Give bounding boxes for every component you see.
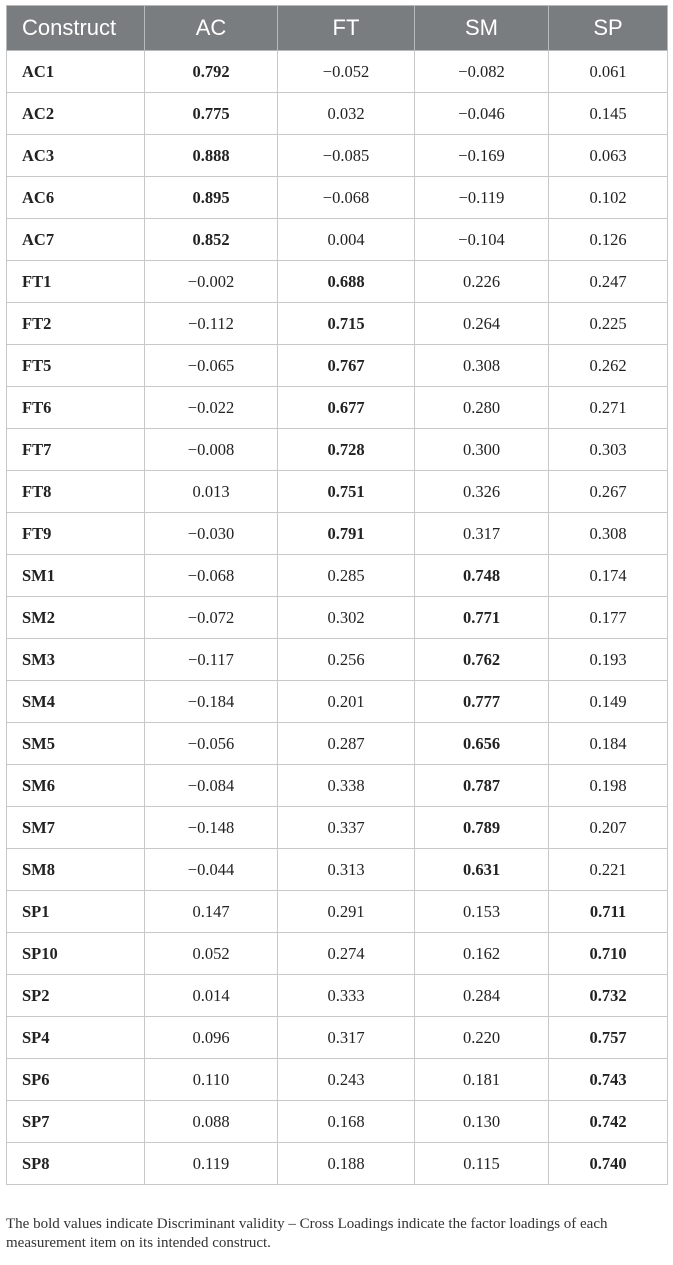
loading-cell: 0.174 bbox=[549, 555, 668, 597]
row-item-label: SM1 bbox=[7, 555, 145, 597]
row-item-label: AC1 bbox=[7, 51, 145, 93]
row-item-label: AC6 bbox=[7, 177, 145, 219]
loading-cell: 0.656 bbox=[415, 723, 549, 765]
row-item-label: AC7 bbox=[7, 219, 145, 261]
table-body bbox=[7, 51, 668, 1185]
loading-cell: 0.168 bbox=[278, 1101, 415, 1143]
table-row bbox=[7, 429, 668, 471]
loading-cell: 0.063 bbox=[549, 135, 668, 177]
row-item-label: FT5 bbox=[7, 345, 145, 387]
loading-cell: −0.030 bbox=[145, 513, 278, 555]
loading-cell: 0.247 bbox=[549, 261, 668, 303]
header-sp: SP bbox=[549, 6, 668, 51]
loading-cell: 0.740 bbox=[549, 1143, 668, 1185]
loading-cell: 0.317 bbox=[278, 1017, 415, 1059]
loading-cell: 0.338 bbox=[278, 765, 415, 807]
loading-cell: 0.119 bbox=[145, 1143, 278, 1185]
loading-cell: 0.201 bbox=[278, 681, 415, 723]
loading-cell: 0.014 bbox=[145, 975, 278, 1017]
row-item-label: FT6 bbox=[7, 387, 145, 429]
loading-cell: −0.112 bbox=[145, 303, 278, 345]
loading-cell: 0.300 bbox=[415, 429, 549, 471]
cross-loadings-table bbox=[6, 5, 668, 1185]
loading-cell: 0.102 bbox=[549, 177, 668, 219]
table-row bbox=[7, 849, 668, 891]
loading-cell: 0.317 bbox=[415, 513, 549, 555]
loading-cell: 0.677 bbox=[278, 387, 415, 429]
loading-cell: 0.284 bbox=[415, 975, 549, 1017]
table-row bbox=[7, 387, 668, 429]
row-item-label: FT1 bbox=[7, 261, 145, 303]
loading-cell: 0.256 bbox=[278, 639, 415, 681]
table-row bbox=[7, 1017, 668, 1059]
loading-cell: 0.262 bbox=[549, 345, 668, 387]
loading-cell: 0.715 bbox=[278, 303, 415, 345]
loading-cell: −0.072 bbox=[145, 597, 278, 639]
table-row bbox=[7, 1059, 668, 1101]
loading-cell: 0.126 bbox=[549, 219, 668, 261]
loading-cell: 0.757 bbox=[549, 1017, 668, 1059]
loading-cell: −0.169 bbox=[415, 135, 549, 177]
row-item-label: SM8 bbox=[7, 849, 145, 891]
loading-cell: −0.008 bbox=[145, 429, 278, 471]
loading-cell: 0.308 bbox=[415, 345, 549, 387]
row-item-label: SP1 bbox=[7, 891, 145, 933]
row-item-label: FT9 bbox=[7, 513, 145, 555]
table-row bbox=[7, 1101, 668, 1143]
row-item-label: SP7 bbox=[7, 1101, 145, 1143]
loading-cell: 0.742 bbox=[549, 1101, 668, 1143]
loading-cell: 0.264 bbox=[415, 303, 549, 345]
loading-cell: 0.271 bbox=[549, 387, 668, 429]
loading-cell: −0.119 bbox=[415, 177, 549, 219]
loading-cell: 0.052 bbox=[145, 933, 278, 975]
loading-cell: 0.688 bbox=[278, 261, 415, 303]
loading-cell: 0.326 bbox=[415, 471, 549, 513]
loading-cell: 0.631 bbox=[415, 849, 549, 891]
loading-cell: 0.852 bbox=[145, 219, 278, 261]
table-row bbox=[7, 975, 668, 1017]
loading-cell: 0.762 bbox=[415, 639, 549, 681]
loading-cell: 0.791 bbox=[278, 513, 415, 555]
loading-cell: 0.013 bbox=[145, 471, 278, 513]
table-row bbox=[7, 891, 668, 933]
loading-cell: 0.130 bbox=[415, 1101, 549, 1143]
loading-cell: 0.728 bbox=[278, 429, 415, 471]
loading-cell: 0.193 bbox=[549, 639, 668, 681]
header-row bbox=[7, 6, 668, 51]
loading-cell: 0.303 bbox=[549, 429, 668, 471]
row-item-label: FT2 bbox=[7, 303, 145, 345]
loading-cell: 0.337 bbox=[278, 807, 415, 849]
table-row bbox=[7, 135, 668, 177]
loading-cell: 0.188 bbox=[278, 1143, 415, 1185]
header-sm: SM bbox=[415, 6, 549, 51]
table-row bbox=[7, 681, 668, 723]
loading-cell: 0.291 bbox=[278, 891, 415, 933]
loading-cell: 0.115 bbox=[415, 1143, 549, 1185]
loading-cell: −0.068 bbox=[145, 555, 278, 597]
loading-cell: −0.002 bbox=[145, 261, 278, 303]
loading-cell: 0.198 bbox=[549, 765, 668, 807]
loading-cell: 0.751 bbox=[278, 471, 415, 513]
loading-cell: 0.771 bbox=[415, 597, 549, 639]
table-row bbox=[7, 597, 668, 639]
table-row bbox=[7, 177, 668, 219]
row-item-label: SM5 bbox=[7, 723, 145, 765]
loading-cell: −0.044 bbox=[145, 849, 278, 891]
loading-cell: 0.792 bbox=[145, 51, 278, 93]
row-item-label: SM6 bbox=[7, 765, 145, 807]
loading-cell: 0.004 bbox=[278, 219, 415, 261]
loading-cell: 0.110 bbox=[145, 1059, 278, 1101]
table-row bbox=[7, 513, 668, 555]
loading-cell: 0.267 bbox=[549, 471, 668, 513]
loading-cell: 0.225 bbox=[549, 303, 668, 345]
loading-cell: 0.732 bbox=[549, 975, 668, 1017]
header-ac: AC bbox=[145, 6, 278, 51]
loading-cell: 0.220 bbox=[415, 1017, 549, 1059]
loading-cell: 0.061 bbox=[549, 51, 668, 93]
table-row bbox=[7, 303, 668, 345]
loading-cell: 0.777 bbox=[415, 681, 549, 723]
table-row bbox=[7, 933, 668, 975]
loading-cell: 0.302 bbox=[278, 597, 415, 639]
loading-cell: 0.243 bbox=[278, 1059, 415, 1101]
loading-cell: 0.895 bbox=[145, 177, 278, 219]
row-item-label: SM4 bbox=[7, 681, 145, 723]
loading-cell: 0.032 bbox=[278, 93, 415, 135]
row-item-label: SM3 bbox=[7, 639, 145, 681]
table-row bbox=[7, 555, 668, 597]
loading-cell: 0.177 bbox=[549, 597, 668, 639]
loading-cell: 0.088 bbox=[145, 1101, 278, 1143]
row-item-label: SM7 bbox=[7, 807, 145, 849]
table-row bbox=[7, 639, 668, 681]
loading-cell: 0.787 bbox=[415, 765, 549, 807]
row-item-label: SP8 bbox=[7, 1143, 145, 1185]
loading-cell: 0.789 bbox=[415, 807, 549, 849]
table-row bbox=[7, 1143, 668, 1185]
table-row bbox=[7, 51, 668, 93]
row-item-label: SM2 bbox=[7, 597, 145, 639]
header-construct: Construct bbox=[7, 6, 145, 51]
header-ft: FT bbox=[278, 6, 415, 51]
loading-cell: 0.207 bbox=[549, 807, 668, 849]
row-item-label: SP10 bbox=[7, 933, 145, 975]
loading-cell: −0.068 bbox=[278, 177, 415, 219]
loading-cell: 0.181 bbox=[415, 1059, 549, 1101]
loading-cell: 0.767 bbox=[278, 345, 415, 387]
loading-cell: 0.313 bbox=[278, 849, 415, 891]
loading-cell: 0.308 bbox=[549, 513, 668, 555]
loading-cell: −0.052 bbox=[278, 51, 415, 93]
loading-cell: 0.226 bbox=[415, 261, 549, 303]
loading-cell: −0.184 bbox=[145, 681, 278, 723]
table-footnote: The bold values indicate Discriminant validity – Cross Loadings indicate the factor loadings of each measurement item on its intended construct. bbox=[6, 1216, 608, 1251]
loading-cell: 0.145 bbox=[549, 93, 668, 135]
loading-cell: −0.104 bbox=[415, 219, 549, 261]
row-item-label: FT7 bbox=[7, 429, 145, 471]
loading-cell: 0.280 bbox=[415, 387, 549, 429]
table-row bbox=[7, 345, 668, 387]
loading-cell: 0.287 bbox=[278, 723, 415, 765]
loading-cell: −0.117 bbox=[145, 639, 278, 681]
loading-cell: 0.274 bbox=[278, 933, 415, 975]
row-item-label: AC3 bbox=[7, 135, 145, 177]
row-item-label: SP4 bbox=[7, 1017, 145, 1059]
row-item-label: SP6 bbox=[7, 1059, 145, 1101]
table-row bbox=[7, 261, 668, 303]
loading-cell: 0.285 bbox=[278, 555, 415, 597]
loading-cell: −0.084 bbox=[145, 765, 278, 807]
loading-cell: −0.148 bbox=[145, 807, 278, 849]
loading-cell: 0.184 bbox=[549, 723, 668, 765]
loading-cell: 0.153 bbox=[415, 891, 549, 933]
table-row bbox=[7, 765, 668, 807]
table-row bbox=[7, 807, 668, 849]
loading-cell: −0.082 bbox=[415, 51, 549, 93]
loading-cell: 0.147 bbox=[145, 891, 278, 933]
loading-cell: 0.096 bbox=[145, 1017, 278, 1059]
table-row bbox=[7, 219, 668, 261]
loading-cell: −0.085 bbox=[278, 135, 415, 177]
row-item-label: FT8 bbox=[7, 471, 145, 513]
table-row bbox=[7, 471, 668, 513]
loading-cell: 0.333 bbox=[278, 975, 415, 1017]
loading-cell: 0.748 bbox=[415, 555, 549, 597]
loading-cell: −0.046 bbox=[415, 93, 549, 135]
loading-cell: 0.710 bbox=[549, 933, 668, 975]
row-item-label: AC2 bbox=[7, 93, 145, 135]
loading-cell: 0.775 bbox=[145, 93, 278, 135]
loading-cell: −0.065 bbox=[145, 345, 278, 387]
loading-cell: 0.711 bbox=[549, 891, 668, 933]
row-item-label: SP2 bbox=[7, 975, 145, 1017]
table-row bbox=[7, 723, 668, 765]
loading-cell: 0.149 bbox=[549, 681, 668, 723]
loading-cell: 0.221 bbox=[549, 849, 668, 891]
table-row bbox=[7, 93, 668, 135]
loading-cell: −0.056 bbox=[145, 723, 278, 765]
loading-cell: 0.888 bbox=[145, 135, 278, 177]
loading-cell: −0.022 bbox=[145, 387, 278, 429]
loading-cell: 0.162 bbox=[415, 933, 549, 975]
loading-cell: 0.743 bbox=[549, 1059, 668, 1101]
